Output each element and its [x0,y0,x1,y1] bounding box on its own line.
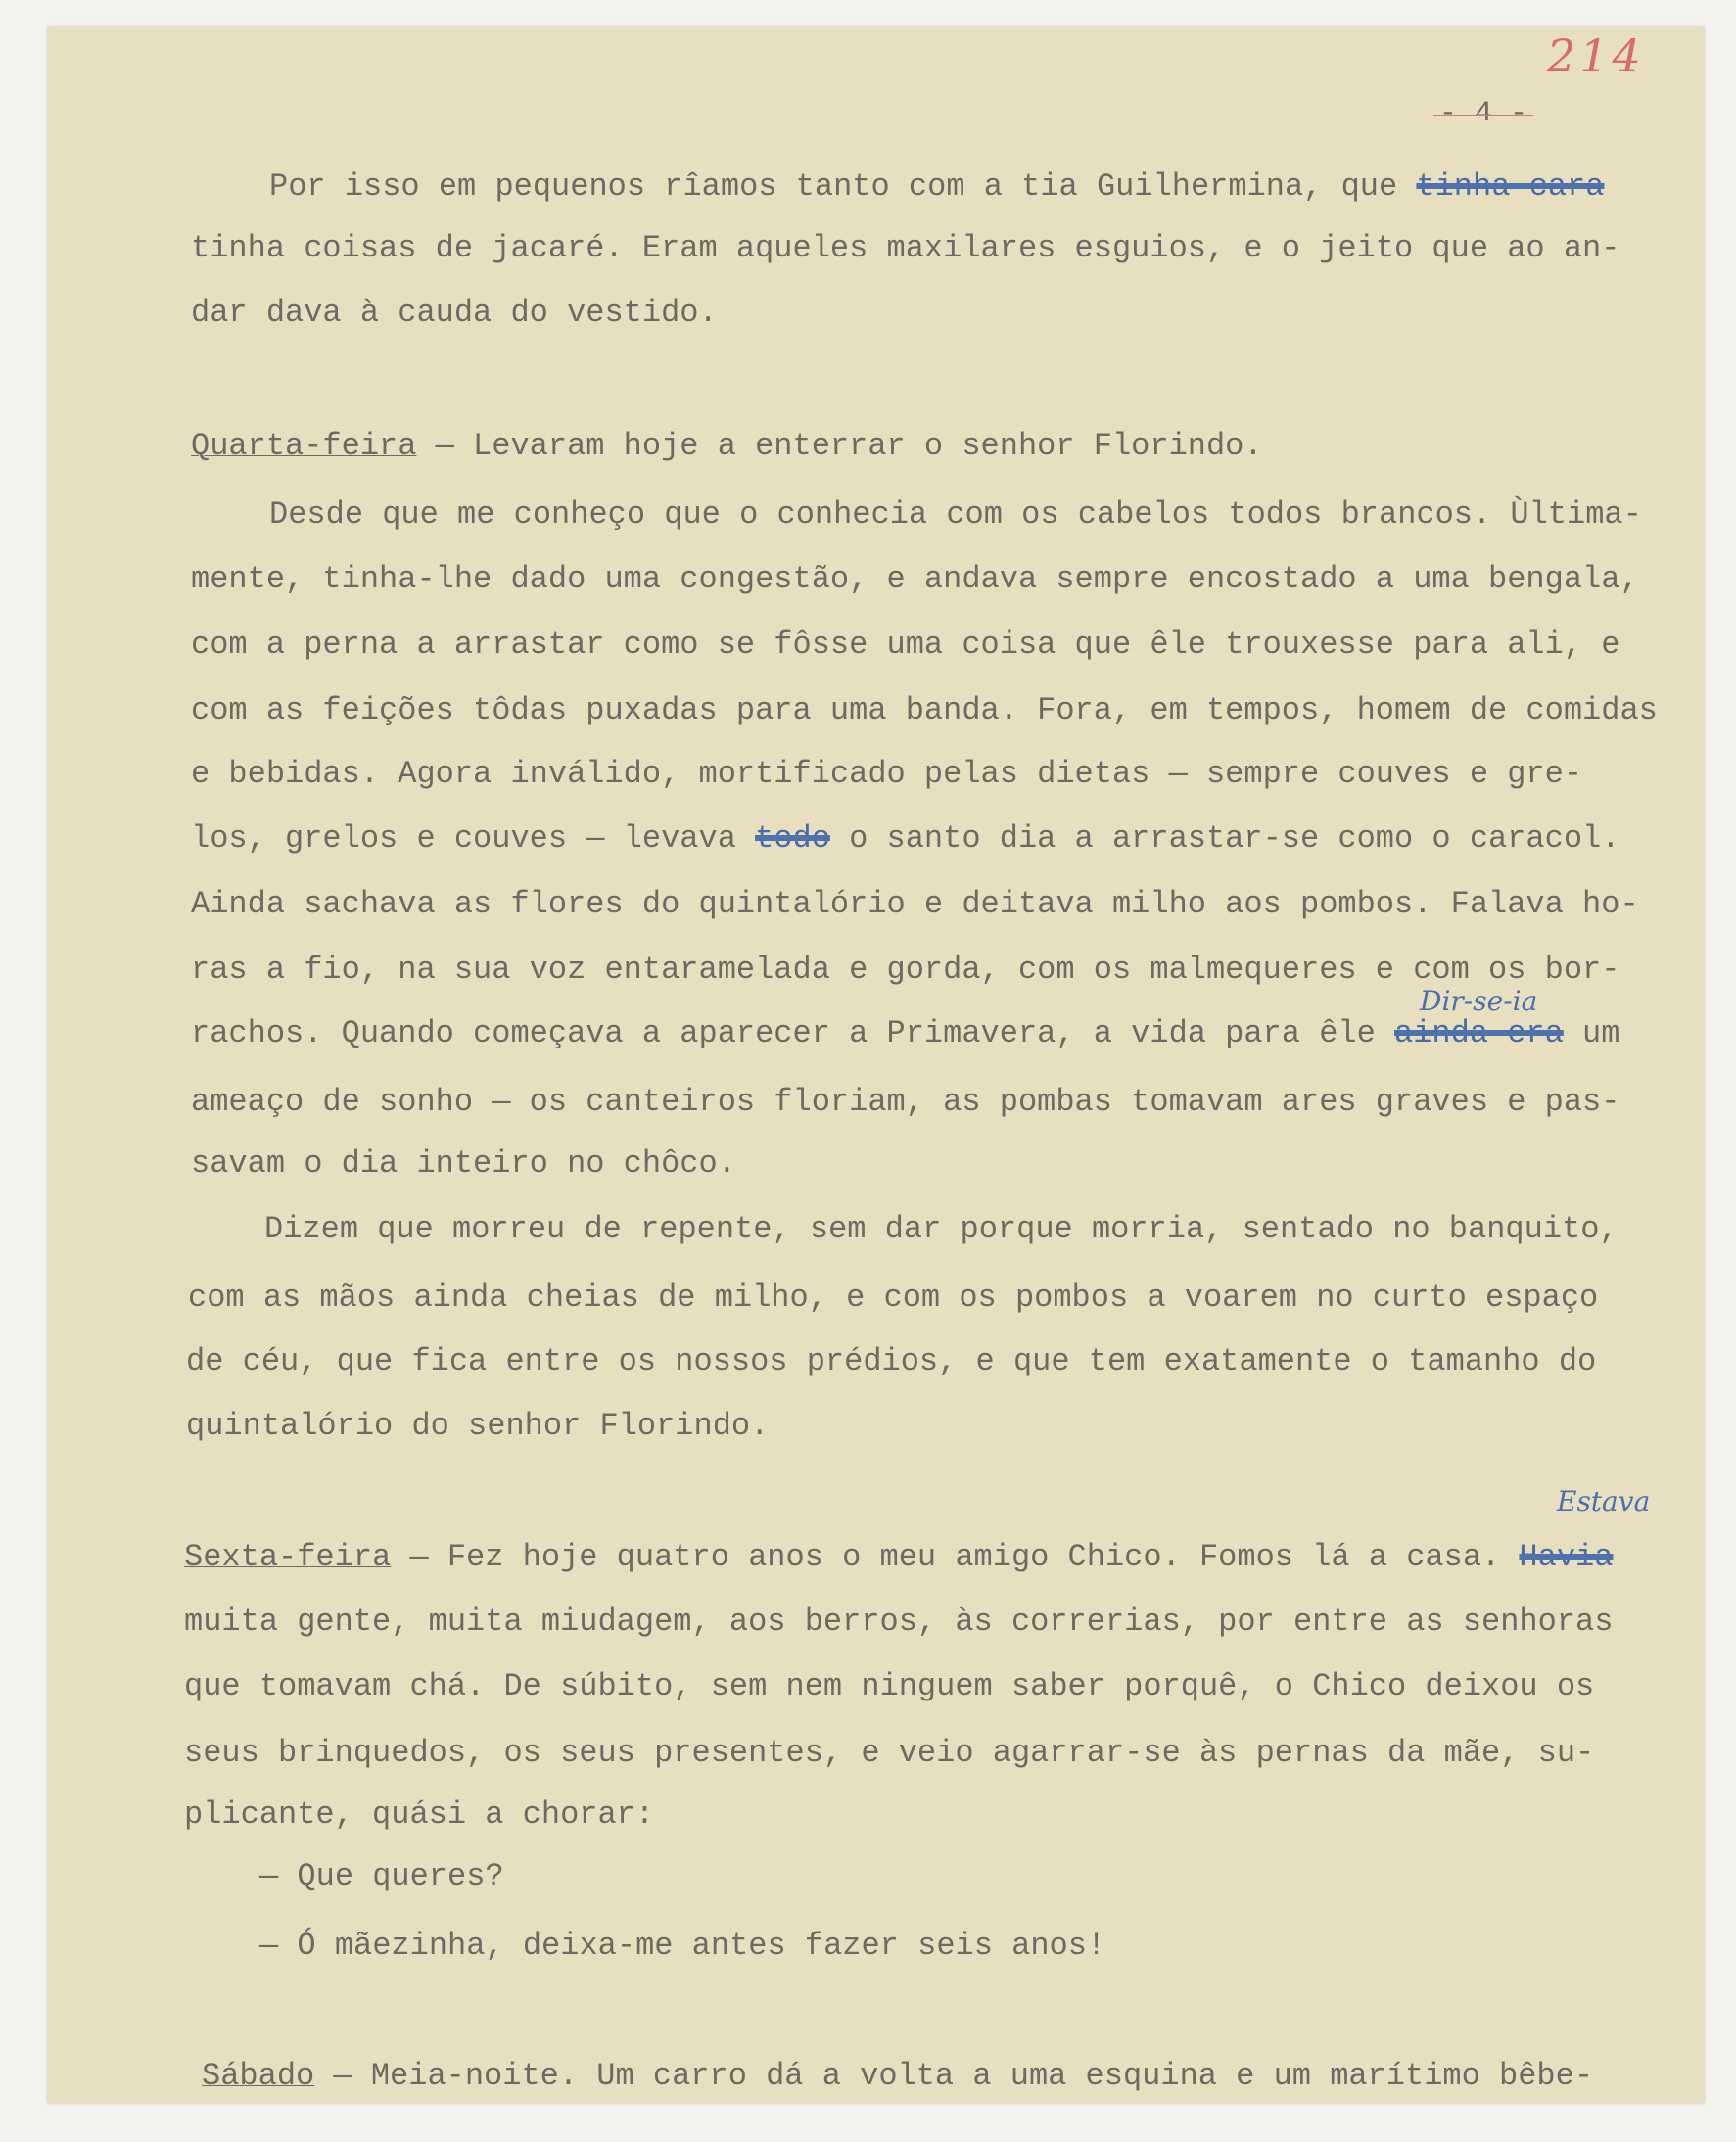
text-segment: tinha coisas de jacaré. Eram aqueles maxilares esguios, e o jeito que ao an- [191,230,1620,266]
text-segment: Desde que me conheço que o conhecia com os cabelos todos brancos. Ùltima- [269,496,1642,533]
text-line [184,1606,1613,1639]
struck-text: tinha cara [1416,168,1605,205]
text-segment: los, grelos e couves — levava [191,820,756,857]
handwritten-correction: Dir-se-ia [1420,985,1538,1017]
struck-text: Havia [1519,1539,1614,1575]
text-line [269,498,1642,532]
text-line [191,297,718,330]
text-line [186,1345,1596,1378]
text-segment: — Que queres? [259,1858,504,1894]
text-segment: dar dava à cauda do vestido. [191,295,718,331]
text-line [264,1213,1619,1246]
text-segment: — Levaram hoje a enterrar o senhor Florindo. [416,428,1263,464]
text-line [184,1798,654,1832]
text-segment: de céu, que fica entre os nossos prédios, e que tem exatamente o tamanho do [186,1343,1597,1379]
text-segment: com as mãos ainda cheias de milho, e com os pombos a voarem no curto espaço [188,1280,1599,1316]
archive-number: 214 [1547,29,1645,82]
day-heading: Quarta-feira [191,428,417,464]
text-segment: com as feições tôdas puxadas para uma banda. Fora, em tempos, homem de comidas [191,692,1658,728]
text-line [191,822,1619,856]
text-segment: Ainda sachava as flores do quintalório e deitava milho aos pombos. Falava ho- [191,886,1639,922]
text-segment: ras a fio, na sua voz entaramelada e gorda, com os malmequeres e com os bor- [191,952,1620,988]
text-segment: plicante, quási a chorar: [184,1796,655,1833]
typewritten-page [48,27,1704,2103]
text-line [191,888,1639,921]
text-segment: — Fez hoje quatro anos o meu amigo Chico. Fomos lá a casa. [391,1539,1520,1575]
text-line [191,232,1619,265]
text-line [184,1541,1613,1574]
text-line [191,954,1619,987]
text-segment: rachos. Quando começava a aparecer a Primavera, a vida para êle [191,1015,1394,1051]
text-line [191,1017,1619,1050]
text-line [191,694,1658,727]
text-segment: quintalório do senhor Florindo. [186,1408,770,1444]
struck-text: ainda era [1394,1015,1564,1051]
text-segment: savam o dia inteiro no chôco. [191,1145,736,1182]
text-line [191,758,1582,791]
text-line [259,1930,1105,1963]
text-line [202,2060,1593,2093]
handwritten-correction: Estava [1557,1485,1651,1517]
text-segment: com a perna a arrastar como se fôsse uma coisa que êle trouxesse para ali, e [191,627,1620,663]
text-segment: um [1563,1015,1620,1051]
page-number: - 4 - [1439,97,1528,130]
text-segment: — Ó mãezinha, deixa-me antes fazer seis anos! [259,1928,1106,1964]
text-segment: seus brinquedos, os seus presentes, e veio agarrar-se às pernas da mãe, su- [184,1735,1595,1771]
text-line [191,629,1619,662]
text-line [191,430,1263,463]
text-segment: que tomavam chá. De súbito, sem nem ninguem saber porquê, o Chico deixou os [184,1668,1595,1704]
text-line [188,1281,1598,1315]
text-segment: Por isso em pequenos rîamos tanto com a tia Guilhermina, que [269,168,1417,205]
text-segment: e bebidas. Agora inválido, mortificado pelas dietas — sempre couves e gre- [191,756,1583,792]
text-segment: ameaço de sonho — os canteiros floriam, as pombas tomavam ares graves e pas- [191,1084,1620,1120]
text-line [269,170,1604,204]
text-line [184,1670,1594,1703]
day-heading: Sexta-feira [184,1539,392,1575]
text-line [186,1410,769,1443]
text-segment: — Meia-noite. Um carro dá a volta a uma esquina e um marítimo bêbe- [314,2058,1594,2094]
text-line [259,1860,504,1893]
text-line [191,1086,1619,1119]
struck-text: todo [755,820,830,857]
text-segment: Dizem que morreu de repente, sem dar porque morria, sentado no banquito, [264,1211,1619,1247]
text-segment: muita gente, muita miudagem, aos berros, às correrias, por entre as senhoras [184,1604,1614,1640]
text-line [191,1147,736,1181]
text-line [184,1737,1594,1770]
text-line [191,563,1639,596]
day-heading: Sábado [202,2058,315,2094]
text-segment: mente, tinha-lhe dado uma congestão, e andava sempre encostado a uma bengala, [191,561,1639,597]
text-segment: o santo dia a arrastar-se como o caracol. [829,820,1620,857]
